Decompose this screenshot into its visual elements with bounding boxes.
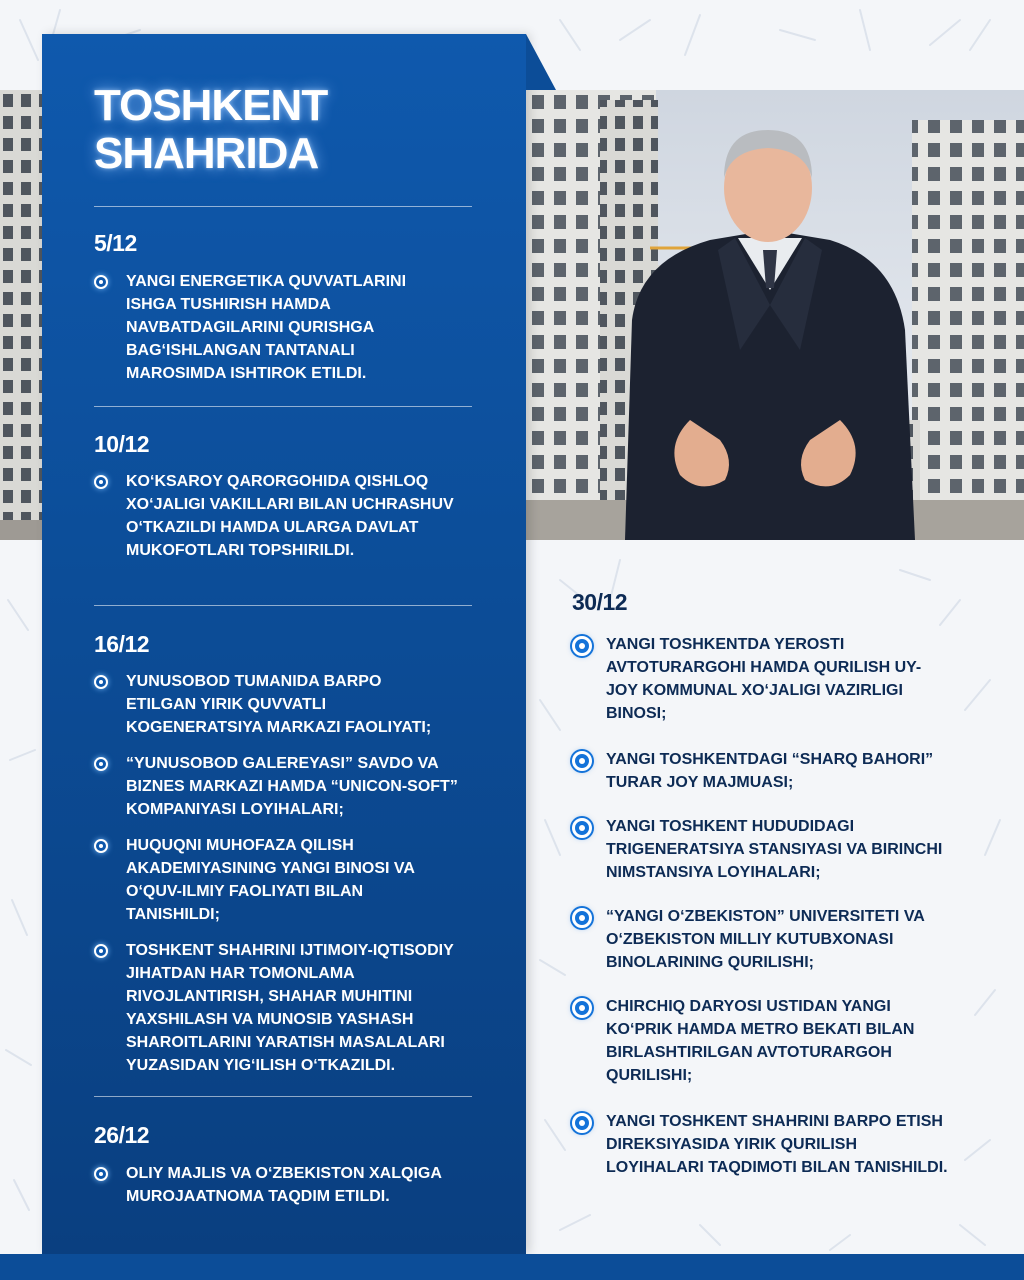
bullet-icon	[94, 275, 108, 289]
item-text: HUQUQNI MUHOFAZA QILISH AKADEMIYASINING YANGI BINOSI VA O‘QUV-ILMIY FAOLIYATI BILAN TANISHILDI;	[126, 837, 415, 923]
bullet-icon	[94, 475, 108, 489]
bottom-bar	[0, 1254, 1024, 1280]
page-title	[94, 82, 327, 178]
title-line-2: SHAHRIDA	[94, 129, 319, 178]
item-text: YANGI TOSHKENT HUDUDIDAGI TRIGENERATSIYA STANSIYASI VA BIRINCHI NIMSTANSIYA LOYIHALARI;	[606, 818, 943, 881]
bullet-icon	[572, 998, 592, 1018]
list-item	[572, 1110, 992, 1210]
item-text: KO‘KSAROY QARORGOHIDA QISHLOQ XO‘JALIGI VAKILLARI BILAN UCHRASHUV O‘TKAZILDI HAMDA ULARGA DAVLAT MUKOFOTLARI TOPSHIRILDI.	[126, 473, 454, 559]
list-item	[572, 995, 992, 1095]
list-item	[94, 939, 514, 1084]
item-text: “YANGI O‘ZBEKISTON” UNIVERSITETI VA O‘ZBEKISTON MILLIY KUTUBXONASI BINOLARINING QURILISHI;	[606, 908, 925, 971]
date-10-12: 10/12	[94, 431, 150, 457]
divider	[94, 206, 472, 207]
item-text: YANGI TOSHKENTDAGI “SHARQ BAHORI” TURAR JOY MAJMUASI;	[606, 751, 934, 791]
list-item	[94, 834, 514, 929]
item-text: YANGI ENERGETIKA QUVVATLARINI ISHGA TUSHIRISH HAMDA NAVBATDAGILARINI QURISHGA BAG‘ISHLANGAN TANTANALI MAROSIMDA ISHTIROK ETILDI.	[126, 273, 407, 382]
list-item	[572, 815, 992, 890]
list-item	[94, 752, 514, 827]
bullet-icon	[572, 636, 592, 656]
item-text: “YUNUSOBOD GALEREYASI” SAVDO VA BIZNES MARKAZI HAMDA “UNICON-SOFT” KOMPANIYASI LOYIHALARI;	[126, 755, 458, 818]
panel-corner	[526, 34, 556, 90]
date-5-12: 5/12	[94, 230, 137, 256]
bullet-icon	[572, 751, 592, 771]
item-text: YANGI TOSHKENTDA YEROSTI AVTOTURARGOHI HAMDA QURILISH UY-JOY KOMMUNAL XO‘JALIGI VAZIRLIGI BINOSI;	[606, 636, 922, 722]
item-text: YANGI TOSHKENT SHAHRINI BARPO ETISH DIREKSIYASIDA YIRIK QURILISH LOYIHALARI TAQDIMOTI BILAN TANISHILDI.	[606, 1113, 948, 1176]
list-item	[572, 905, 992, 980]
date-30-12: 30/12	[572, 589, 628, 615]
divider	[94, 406, 472, 407]
list-item	[94, 670, 514, 745]
list-item	[94, 270, 514, 390]
item-text: OLIY MAJLIS VA O‘ZBEKISTON XALQIGA MUROJAATNOMA TAQDIM ETILDI.	[126, 1165, 442, 1205]
bullet-icon	[94, 675, 108, 689]
list-item	[94, 470, 514, 590]
item-text: TOSHKENT SHAHRINI IJTIMOIY-IQTISODIY JIHATDAN HAR TOMONLAMA RIVOJLANTIRISH, SHAHAR MUHITINI YAXSHILASH VA MUNOSIB YASHASH SHAROITLARINI YARATISH MASALALARI YUZASIDAN YIG‘ILISH O‘TKAZILDI.	[126, 942, 454, 1074]
bullet-icon	[94, 1167, 108, 1181]
bullet-icon	[572, 818, 592, 838]
list-item	[572, 633, 992, 733]
bullet-icon	[94, 944, 108, 958]
bullet-icon	[94, 757, 108, 771]
date-16-12: 16/12	[94, 631, 150, 657]
date-26-12: 26/12	[94, 1122, 150, 1148]
list-item	[94, 1162, 514, 1212]
divider	[94, 1096, 472, 1097]
list-item	[572, 748, 992, 803]
bullet-icon	[572, 1113, 592, 1133]
bullet-icon	[572, 908, 592, 928]
item-text: CHIRCHIQ DARYOSI USTIDAN YANGI KO‘PRIK HAMDA METRO BEKATI BILAN BIRLASHTIRILGAN AVTOTURARGOH QURILISHI;	[606, 998, 915, 1084]
bullet-icon	[94, 839, 108, 853]
divider	[94, 605, 472, 606]
title-line-1: TOSHKENT	[94, 81, 328, 130]
item-text: YUNUSOBOD TUMANIDA BARPO ETILGAN YIRIK QUVVATLI KOGENERATSIYA MARKAZI FAOLIYATI;	[126, 673, 432, 736]
